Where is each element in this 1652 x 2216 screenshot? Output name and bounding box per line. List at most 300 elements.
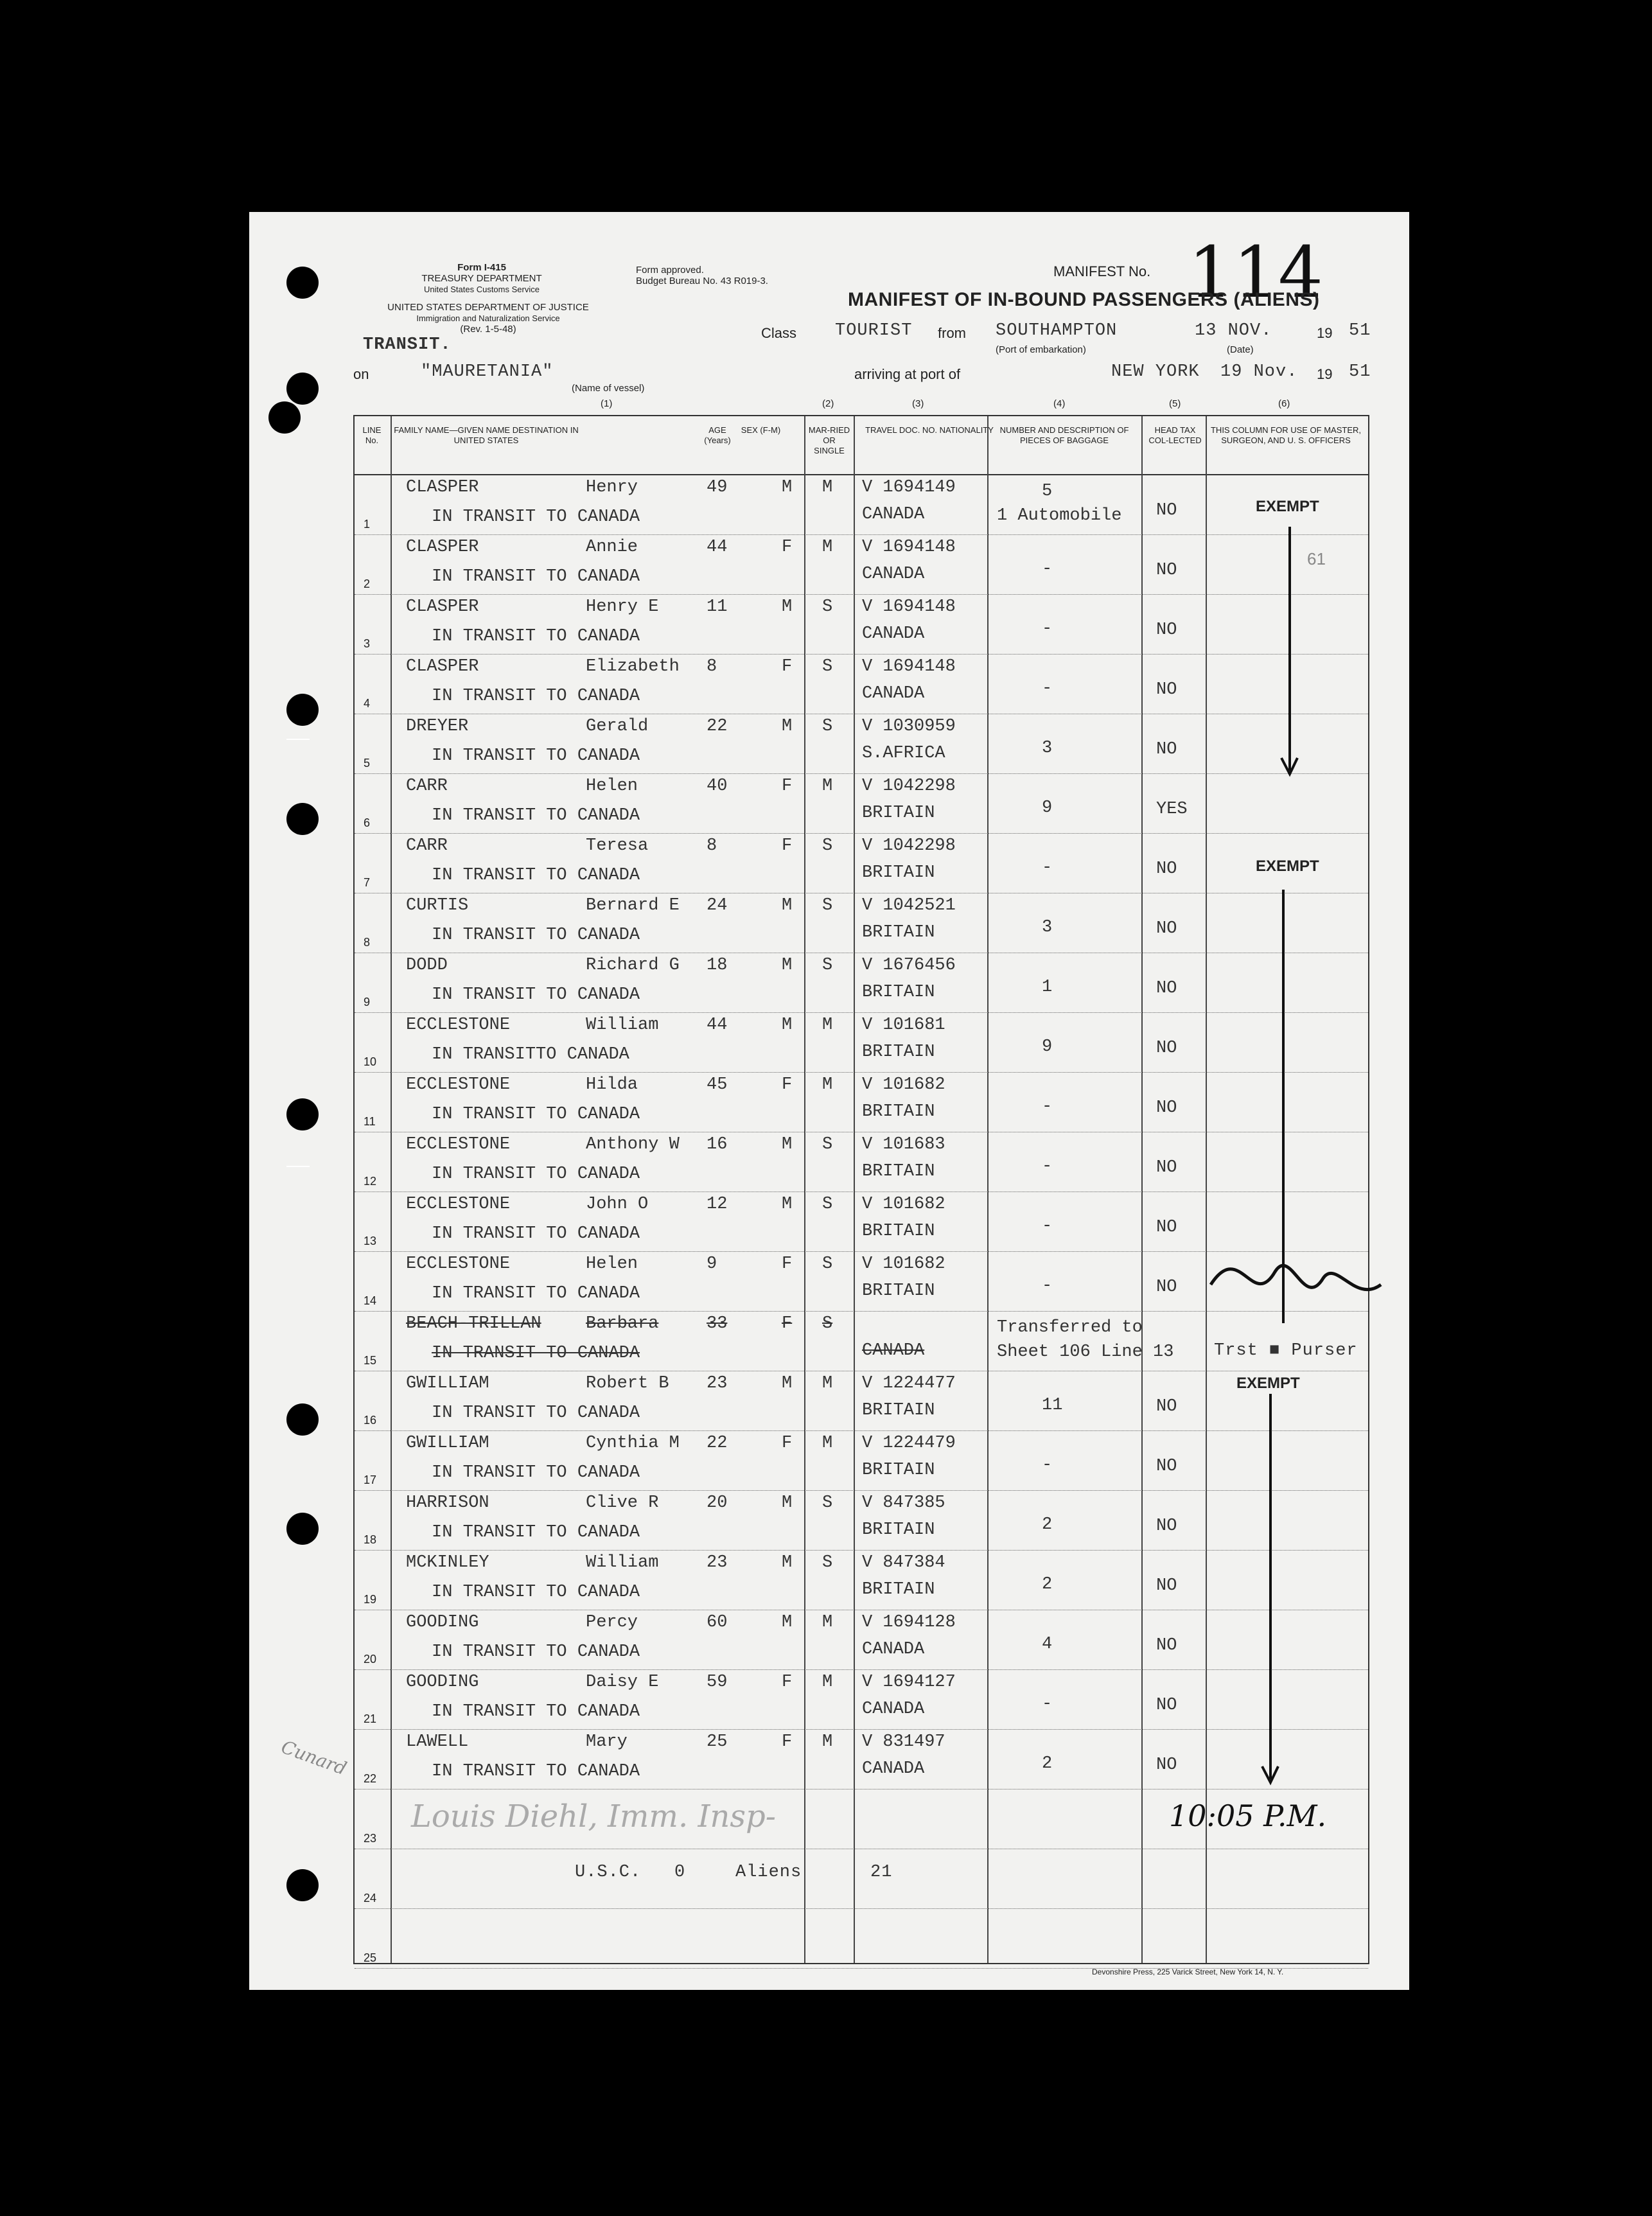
- age: 59: [707, 1673, 728, 1692]
- line-number: 1: [364, 518, 371, 531]
- surname: DREYER: [406, 717, 469, 736]
- sex: F: [782, 777, 793, 796]
- marital-status: S: [822, 1314, 833, 1333]
- age: 11: [707, 597, 728, 617]
- line-number: 24: [364, 1892, 377, 1904]
- line-number: 11: [364, 1115, 376, 1128]
- given-name: Cynthia M: [586, 1434, 680, 1453]
- col-married: MAR-RIED OR SINGLE: [808, 425, 850, 455]
- nationality: BRITAIN: [862, 983, 935, 1002]
- form-number: Form I-415: [457, 262, 506, 273]
- head-tax: NO: [1156, 859, 1177, 879]
- head-tax: NO: [1156, 1218, 1177, 1237]
- age: 8: [707, 836, 717, 856]
- nationality: CANADA: [862, 624, 925, 644]
- travel-doc: V 1694128: [862, 1613, 956, 1632]
- col-travel: TRAVEL DOC. NO. NATIONALITY: [865, 425, 994, 435]
- destination: IN TRANSIT TO CANADA: [432, 1583, 640, 1602]
- destination: IN TRANSIT TO CANADA: [432, 1702, 640, 1721]
- sex: F: [782, 836, 793, 856]
- destination: IN TRANSIT TO CANADA: [432, 1224, 640, 1244]
- given-name: Helen: [586, 777, 638, 796]
- line-number: 21: [364, 1712, 377, 1725]
- given-name: Percy: [586, 1613, 638, 1632]
- nationality: CANADA: [862, 1640, 925, 1659]
- line-number: 23: [364, 1832, 377, 1845]
- arrival-date: 19 Nov.: [1220, 362, 1298, 382]
- head-tax: YES: [1156, 800, 1188, 819]
- destination: IN TRANSIT TO CANADA: [432, 1284, 640, 1303]
- destination: IN TRANSIT TO CANADA: [432, 1403, 640, 1423]
- printer-footer: Devonshire Press, 225 Varick Street, New York 14, N. Y.: [1092, 1967, 1284, 1976]
- surname: CLASPER: [406, 538, 479, 557]
- destination: IN TRANSIT TO CANADA: [432, 866, 640, 885]
- age: 9: [707, 1254, 717, 1274]
- destination: IN TRANSIT TO CANADA: [432, 1165, 640, 1184]
- approved-line: Form approved.: [636, 265, 704, 276]
- col-tax: HEAD TAX COL-LECTED: [1148, 425, 1202, 445]
- head-tax: NO: [1156, 501, 1177, 520]
- marital-status: M: [822, 1016, 833, 1035]
- head-tax: NO: [1156, 1696, 1177, 1715]
- baggage: -: [1042, 1694, 1053, 1714]
- code-61: 61: [1307, 549, 1326, 568]
- head-tax: NO: [1156, 919, 1177, 938]
- arrival-year: 51: [1349, 362, 1371, 382]
- head-tax: NO: [1156, 620, 1177, 640]
- sex: M: [782, 717, 793, 736]
- given-name: William: [586, 1553, 659, 1572]
- head-tax: NO: [1156, 1278, 1177, 1297]
- vessel-name: "MAURETANIA": [421, 362, 554, 382]
- marital-status: S: [822, 836, 833, 856]
- age: 18: [707, 956, 728, 975]
- travel-doc: V 101681: [862, 1016, 945, 1035]
- line-number: 5: [364, 757, 371, 769]
- sex: F: [782, 1075, 793, 1095]
- given-name: Clive R: [586, 1493, 659, 1513]
- nationality: BRITAIN: [862, 804, 935, 823]
- from-label: from: [938, 325, 966, 341]
- travel-doc: V 1042521: [862, 896, 956, 915]
- head-tax: NO: [1156, 1755, 1177, 1775]
- surname: GWILLIAM: [406, 1374, 489, 1393]
- line-number: 18: [364, 1533, 377, 1546]
- marital-status: M: [822, 1732, 833, 1752]
- nationality: BRITAIN: [862, 923, 935, 942]
- surname: GOODING: [406, 1613, 479, 1632]
- col-num-1: (1): [601, 398, 613, 409]
- nationality: S.AFRICA: [862, 744, 945, 763]
- baggage-detail: 1 Automobile: [997, 506, 1122, 525]
- line-number: 12: [364, 1175, 377, 1188]
- year-value: 51: [1349, 321, 1371, 340]
- baggage: 1: [1042, 978, 1053, 997]
- justice-dept: UNITED STATES DEPARTMENT OF JUSTICE: [387, 302, 589, 313]
- baggage: -: [1042, 1217, 1053, 1236]
- travel-doc: V 1694148: [862, 597, 956, 617]
- line-number: 14: [364, 1294, 377, 1307]
- age: 25: [707, 1732, 728, 1752]
- travel-doc: V 101683: [862, 1135, 945, 1154]
- destination: IN TRANSIT TO CANADA: [432, 567, 640, 586]
- head-tax: NO: [1156, 1517, 1177, 1536]
- nationality: BRITAIN: [862, 1222, 935, 1241]
- usc-label: U.S.C.: [575, 1863, 642, 1882]
- sex: M: [782, 1553, 793, 1572]
- surname: GWILLIAM: [406, 1434, 489, 1453]
- line-number: 19: [364, 1593, 377, 1606]
- marital-status: M: [822, 1673, 833, 1692]
- line-number: 9: [364, 996, 371, 1008]
- manifest-title: MANIFEST OF IN-BOUND PASSENGERS (ALIENS): [848, 289, 1320, 310]
- surname: GOODING: [406, 1673, 479, 1692]
- nationality: CANADA: [862, 684, 925, 703]
- travel-doc: V 847384: [862, 1553, 945, 1572]
- col-num-3: (3): [912, 398, 924, 409]
- sex: F: [782, 1732, 793, 1752]
- baggage: -: [1042, 559, 1053, 579]
- baggage: -: [1042, 858, 1053, 877]
- marital-status: M: [822, 1374, 833, 1393]
- given-name: Annie: [586, 538, 638, 557]
- given-name: John O: [586, 1195, 649, 1214]
- line-number: 16: [364, 1414, 377, 1427]
- given-name: William: [586, 1016, 659, 1035]
- inspector-signature: Louis Diehl, Imm. Insp-: [411, 1798, 776, 1834]
- col-baggage: NUMBER AND DESCRIPTION OF PIECES OF BAGGAGE: [999, 425, 1129, 445]
- baggage: 3: [1042, 918, 1053, 937]
- surname: MCKINLEY: [406, 1553, 489, 1572]
- travel-doc: V 1694149: [862, 478, 956, 497]
- age: 23: [707, 1553, 728, 1572]
- col-age: AGE (Years): [704, 425, 731, 445]
- line-number: 13: [364, 1235, 377, 1247]
- travel-doc: V 101682: [862, 1254, 945, 1274]
- destination: IN TRANSIT TO CANADA: [432, 1344, 640, 1363]
- destination: IN TRANSIT TO CANADA: [432, 507, 640, 527]
- given-name: Hilda: [586, 1075, 638, 1095]
- baggage-detail: Sheet 106 Line 13: [997, 1342, 1174, 1362]
- surname: CLASPER: [406, 597, 479, 617]
- aliens-value: 21: [870, 1863, 893, 1882]
- nationality: BRITAIN: [862, 1580, 935, 1599]
- given-name: Helen: [586, 1254, 638, 1274]
- baggage: 9: [1042, 1037, 1053, 1057]
- nationality: CANADA: [862, 565, 925, 584]
- travel-doc: V 101682: [862, 1075, 945, 1095]
- travel-doc: V 1030959: [862, 717, 956, 736]
- head-tax: NO: [1156, 1576, 1177, 1596]
- arrow-line: [1281, 527, 1297, 774]
- line-number: 6: [364, 816, 371, 829]
- on-label: on: [353, 366, 369, 382]
- baggage: -: [1042, 619, 1053, 638]
- age: 33: [707, 1314, 728, 1333]
- travel-doc: V 1224477: [862, 1374, 956, 1393]
- sex: F: [782, 657, 793, 676]
- given-name: Henry: [586, 478, 638, 497]
- nationality: BRITAIN: [862, 1401, 935, 1420]
- baggage: -: [1042, 1455, 1053, 1475]
- nationality: BRITAIN: [862, 1042, 935, 1062]
- budget-bureau: Budget Bureau No. 43 R019-3.: [636, 276, 768, 286]
- given-name: Gerald: [586, 717, 649, 736]
- destination: IN TRANSIT TO CANADA: [432, 985, 640, 1005]
- destination: IN TRANSIT TO CANADA: [432, 1642, 640, 1662]
- marital-status: S: [822, 597, 833, 617]
- nationality: BRITAIN: [862, 1102, 935, 1121]
- marital-status: M: [822, 478, 833, 497]
- surname: BEACH-TRILLAN: [406, 1314, 541, 1333]
- marital-status: S: [822, 1254, 833, 1274]
- sex: F: [782, 1673, 793, 1692]
- baggage: Transferred to: [997, 1318, 1143, 1337]
- head-tax: NO: [1156, 1098, 1177, 1118]
- marital-status: S: [822, 717, 833, 736]
- trst-purser: Trst ■ Purser: [1214, 1341, 1358, 1360]
- surname: LAWELL: [406, 1732, 469, 1752]
- date-caption: (Date): [1227, 344, 1254, 355]
- line-number: 7: [364, 876, 371, 889]
- baggage: -: [1042, 1157, 1053, 1176]
- destination: IN TRANSIT TO CANADA: [432, 627, 640, 646]
- marital-status: S: [822, 1493, 833, 1513]
- given-name: Elizabeth: [586, 657, 680, 676]
- sex: M: [782, 597, 793, 617]
- given-name: Teresa: [586, 836, 649, 856]
- col-officers: THIS COLUMN FOR USE OF MASTER, SURGEON, AND U. S. OFFICERS: [1210, 425, 1361, 445]
- nationality: CANADA: [862, 1759, 925, 1779]
- arrival-year-prefix: 19: [1317, 366, 1333, 382]
- baggage: 4: [1042, 1635, 1053, 1654]
- head-tax: NO: [1156, 1158, 1177, 1177]
- age: 49: [707, 478, 728, 497]
- col-name: FAMILY NAME—GIVEN NAME DESTINATION IN UNITED STATES: [394, 425, 579, 445]
- nationality: BRITAIN: [862, 1461, 935, 1480]
- arrival-time: 10:05 P.M.: [1169, 1798, 1327, 1833]
- given-name: Anthony W: [586, 1135, 680, 1154]
- sex: M: [782, 1493, 793, 1513]
- surname: CARR: [406, 836, 448, 856]
- given-name: Daisy E: [586, 1673, 659, 1692]
- destination: IN TRANSIT TO CANADA: [432, 1463, 640, 1482]
- nationality: CANADA: [862, 1341, 925, 1360]
- ins-service: Immigration and Naturalization Service: [416, 313, 560, 323]
- surname: CLASPER: [406, 478, 479, 497]
- age: 24: [707, 896, 728, 915]
- sex: M: [782, 896, 793, 915]
- baggage: 9: [1042, 798, 1053, 818]
- port-caption: (Port of embarkation): [996, 344, 1086, 355]
- surname: ECCLESTONE: [406, 1016, 511, 1035]
- usc-value: 0: [674, 1863, 686, 1882]
- line-number: 15: [364, 1354, 377, 1367]
- age: 8: [707, 657, 717, 676]
- head-tax: NO: [1156, 1457, 1177, 1476]
- destination: IN TRANSIT TO CANADA: [432, 1523, 640, 1542]
- age: 40: [707, 777, 728, 796]
- age: 22: [707, 717, 728, 736]
- surname: CLASPER: [406, 657, 479, 676]
- baggage: 11: [1042, 1396, 1063, 1415]
- head-tax: NO: [1156, 740, 1177, 759]
- purser-signature: [1211, 1265, 1381, 1289]
- baggage: -: [1042, 1097, 1053, 1116]
- travel-doc: V 1042298: [862, 777, 956, 796]
- age: 22: [707, 1434, 728, 1453]
- age: 12: [707, 1195, 728, 1214]
- age: 20: [707, 1493, 728, 1513]
- baggage: 5: [1042, 482, 1053, 501]
- customs-service: United States Customs Service: [424, 285, 540, 294]
- destination: IN TRANSIT TO CANADA: [432, 687, 640, 706]
- baggage: 3: [1042, 739, 1053, 758]
- nationality: BRITAIN: [862, 1520, 935, 1540]
- destination: IN TRANSIT TO CANADA: [432, 1105, 640, 1124]
- line-number: 2: [364, 577, 371, 590]
- col-num-5: (5): [1169, 398, 1181, 409]
- line-number: 4: [364, 697, 371, 710]
- baggage: 2: [1042, 1575, 1053, 1594]
- travel-doc: V 101682: [862, 1195, 945, 1214]
- age: 60: [707, 1613, 728, 1632]
- surname: CURTIS: [406, 896, 469, 915]
- given-name: Richard G: [586, 956, 680, 975]
- sex: M: [782, 1613, 793, 1632]
- marital-status: S: [822, 956, 833, 975]
- marital-status: M: [822, 1613, 833, 1632]
- sex: F: [782, 1434, 793, 1453]
- marital-status: M: [822, 538, 833, 557]
- sex: M: [782, 478, 793, 497]
- baggage: 2: [1042, 1515, 1053, 1534]
- surname: ECCLESTONE: [406, 1135, 511, 1154]
- line-number: 25: [364, 1951, 377, 1964]
- baggage: -: [1042, 679, 1053, 698]
- age: 44: [707, 538, 728, 557]
- line-number: 10: [364, 1055, 377, 1068]
- travel-doc: V 847385: [862, 1493, 945, 1513]
- year-prefix: 19: [1317, 325, 1333, 341]
- surname: ECCLESTONE: [406, 1195, 511, 1214]
- line-number: 3: [364, 637, 371, 650]
- col-line: LINE No.: [362, 425, 382, 445]
- travel-doc: V 1694148: [862, 538, 956, 557]
- col-num-4: (4): [1053, 398, 1066, 409]
- given-name: Robert B: [586, 1374, 669, 1393]
- embark-port: SOUTHAMPTON: [996, 321, 1118, 340]
- line-number: 22: [364, 1772, 377, 1785]
- destination: IN TRANSIT TO CANADA: [432, 806, 640, 825]
- baggage: -: [1042, 1276, 1053, 1296]
- destination: IN TRANSIT TO CANADA: [432, 1762, 640, 1781]
- sex: M: [782, 956, 793, 975]
- head-tax: NO: [1156, 1039, 1177, 1058]
- head-tax: NO: [1156, 979, 1177, 998]
- given-name: Bernard E: [586, 896, 680, 915]
- marital-status: S: [822, 1135, 833, 1154]
- marital-status: M: [822, 1075, 833, 1095]
- nationality: BRITAIN: [862, 1281, 935, 1301]
- arrow-line: [1262, 1394, 1278, 1782]
- marital-status: M: [822, 1434, 833, 1453]
- arriving-label: arriving at port of: [854, 366, 961, 382]
- marital-status: M: [822, 777, 833, 796]
- travel-doc: V 1676456: [862, 956, 956, 975]
- marital-status: S: [822, 1195, 833, 1214]
- manifest-number: 114: [1188, 231, 1323, 313]
- sex: M: [782, 1195, 793, 1214]
- depart-date: 13 NOV.: [1195, 321, 1272, 340]
- sex: M: [782, 1016, 793, 1035]
- sex: F: [782, 1314, 793, 1333]
- head-tax: NO: [1156, 1397, 1177, 1416]
- col-sex: SEX (F-M): [741, 425, 781, 435]
- marital-status: S: [822, 896, 833, 915]
- travel-doc: V 831497: [862, 1732, 945, 1752]
- age: 23: [707, 1374, 728, 1393]
- surname: CARR: [406, 777, 448, 796]
- exempt-stamp: EXEMPT: [1236, 1375, 1300, 1392]
- age: 16: [707, 1135, 728, 1154]
- sex: F: [782, 538, 793, 557]
- class-value: TOURIST: [835, 321, 913, 340]
- age: 45: [707, 1075, 728, 1095]
- margin-note: Cunard: [278, 1736, 349, 1780]
- line-number: 8: [364, 936, 371, 949]
- given-name: Barbara: [586, 1314, 659, 1333]
- marital-status: S: [822, 1553, 833, 1572]
- given-name: Mary: [586, 1732, 628, 1752]
- col-num-6: (6): [1278, 398, 1290, 409]
- surname: ECCLESTONE: [406, 1254, 511, 1274]
- aliens-label: Aliens: [735, 1863, 802, 1882]
- class-label: Class: [761, 325, 797, 341]
- travel-doc: V 1224479: [862, 1434, 956, 1453]
- surname: ECCLESTONE: [406, 1075, 511, 1095]
- destination: IN TRANSIT TO CANADA: [432, 926, 640, 945]
- travel-doc: V 1694148: [862, 657, 956, 676]
- travel-doc: V 1694127: [862, 1673, 956, 1692]
- arrival-port: NEW YORK: [1111, 362, 1200, 382]
- treasury-dept: TREASURY DEPARTMENT: [421, 273, 542, 284]
- exempt-stamp: EXEMPT: [1256, 857, 1319, 875]
- surname: DODD: [406, 956, 448, 975]
- surname: HARRISON: [406, 1493, 489, 1513]
- vessel-caption: (Name of vessel): [572, 383, 645, 394]
- marital-status: S: [822, 657, 833, 676]
- exempt-stamp: EXEMPT: [1256, 498, 1319, 515]
- sex: M: [782, 1135, 793, 1154]
- nationality: BRITAIN: [862, 1162, 935, 1181]
- line-number: 17: [364, 1473, 377, 1486]
- sex: M: [782, 1374, 793, 1393]
- head-tax: NO: [1156, 561, 1177, 580]
- baggage: 2: [1042, 1754, 1053, 1773]
- revision: (Rev. 1-5-48): [460, 324, 516, 335]
- line-number: 20: [364, 1653, 377, 1666]
- head-tax: NO: [1156, 680, 1177, 699]
- age: 44: [707, 1016, 728, 1035]
- head-tax: NO: [1156, 1636, 1177, 1655]
- given-name: Henry E: [586, 597, 659, 617]
- nationality: BRITAIN: [862, 863, 935, 883]
- col-num-2: (2): [822, 398, 834, 409]
- manifest-label: MANIFEST No.: [1053, 263, 1151, 279]
- nationality: CANADA: [862, 1700, 925, 1719]
- nationality: CANADA: [862, 505, 925, 524]
